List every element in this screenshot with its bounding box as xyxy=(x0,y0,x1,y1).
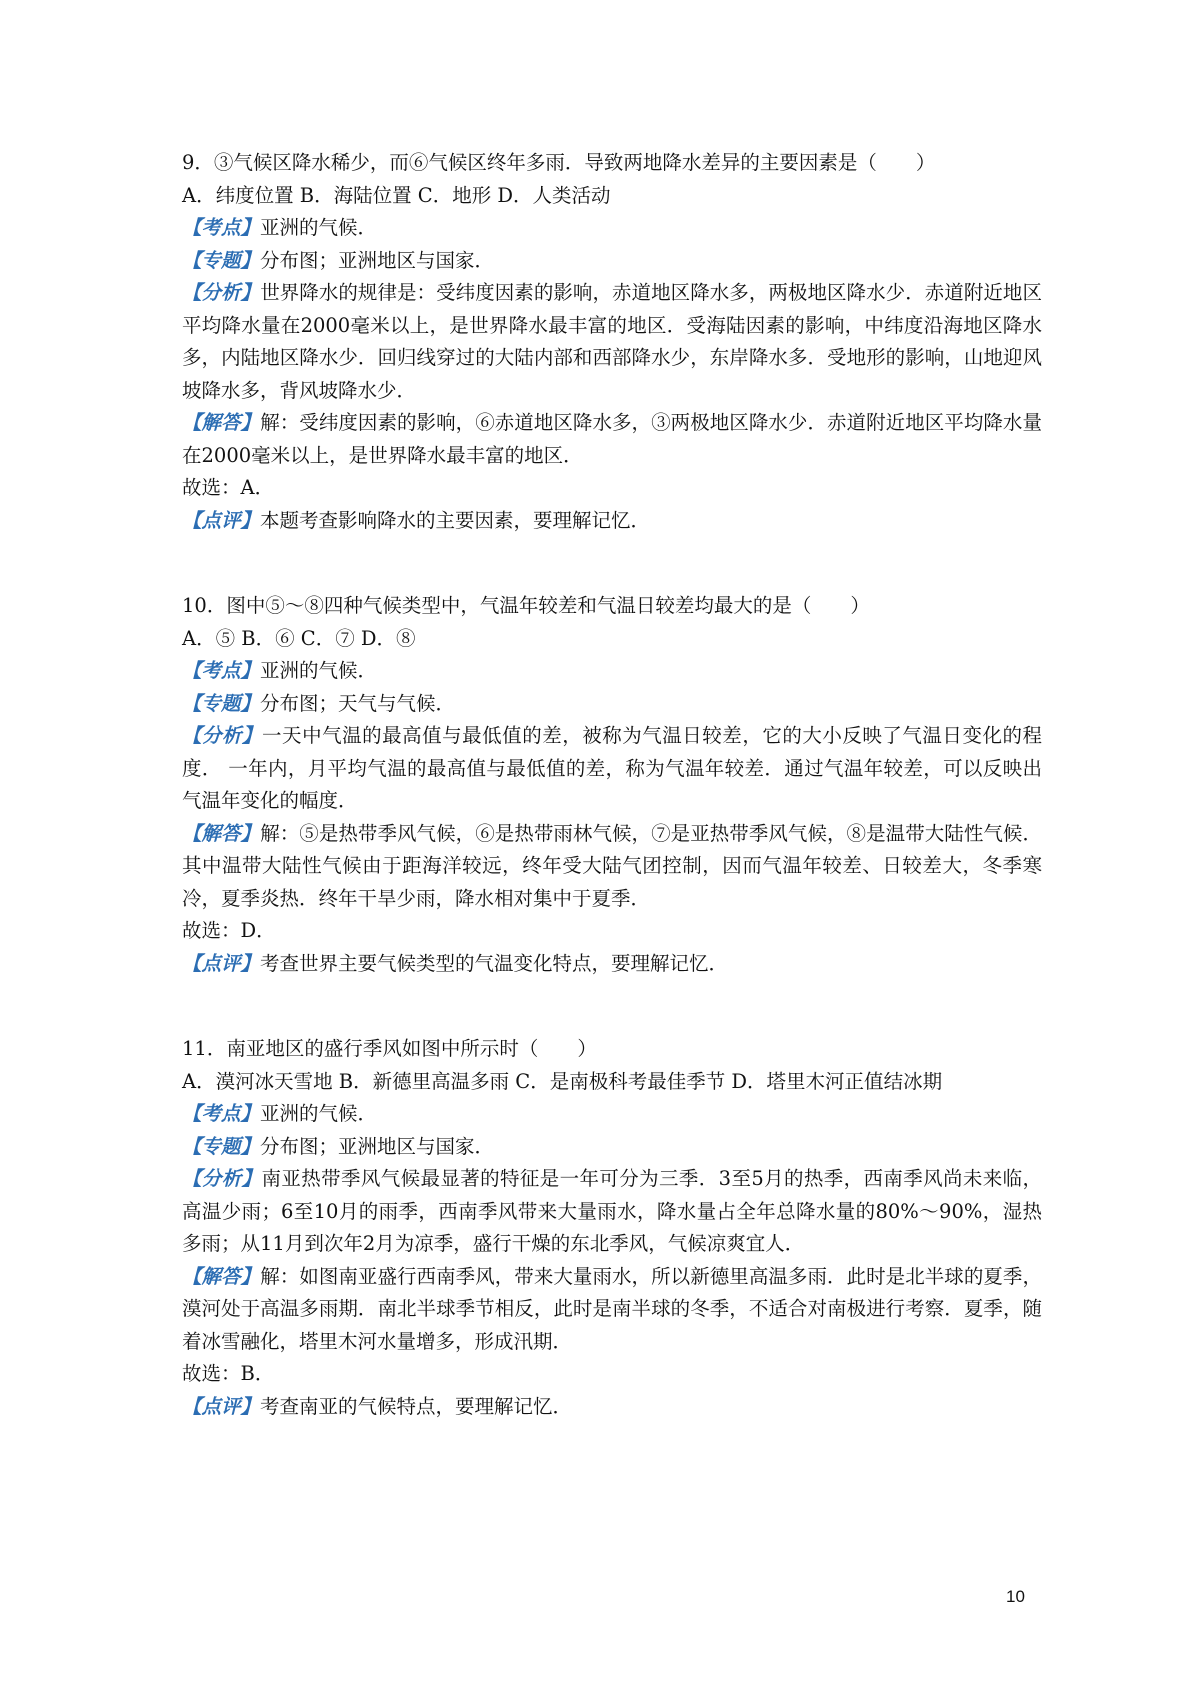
zhuanti-tag: 【专题】 xyxy=(182,1134,261,1158)
kaodian-text: 亚洲的气候． xyxy=(260,1102,378,1125)
question-options: A．⑤ B．⑥ C．⑦ D．⑧ xyxy=(182,626,416,650)
jieda-section xyxy=(182,818,1042,916)
answer-line: 故选：A． xyxy=(182,476,275,499)
fenxi-section xyxy=(182,277,1042,407)
zhuanti-section xyxy=(182,245,1042,278)
dianping-text: 本题考查影响降水的主要因素，要理解记忆． xyxy=(260,508,651,532)
kaodian-text: 亚洲的气候． xyxy=(260,659,378,682)
kaodian-tag: 【考点】 xyxy=(182,1102,261,1125)
jieda-text: 解：如图南亚盛行西南季风，带来大量雨水，所以新德里高温多雨．此时是北半球的夏季，漠河处于高温多雨期．南北半球季节相反，此时是南半球的冬季，不适合对南极进行考察．夏季，随着冰雪融化，塔里木河水量增多，形成汛期． xyxy=(182,1264,1042,1353)
kaodian-section xyxy=(182,1098,1042,1131)
zhuanti-tag: 【专题】 xyxy=(182,691,261,715)
kaodian-tag: 【考点】 xyxy=(182,659,261,682)
fenxi-text: 一天中气温的最高值与最低值的差，被称为气温日较差，它的大小反映了气温日变化的程度． 一年内，月平均气温的最高值与最低值的差，称为气温年较差．通过气温年较差，可以反映出气温年变化的幅度． xyxy=(182,724,1042,812)
jieda-text: 解：受纬度因素的影响，⑥赤道地区降水多，③两极地区降水少．赤道附近地区平均降水量在2000毫米以上，是世界降水最丰富的地区． xyxy=(182,411,1042,467)
dianping-tag: 【点评】 xyxy=(182,1394,261,1418)
fenxi-tag: 【分析】 xyxy=(182,281,261,304)
dianping-section xyxy=(182,505,1042,538)
zhuanti-section xyxy=(182,1131,1042,1164)
question-options: A．纬度位置 B．海陆位置 C．地形 D．人类活动 xyxy=(182,183,611,207)
fenxi-text: 南亚热带季风气候最显著的特征是一年可分为三季．3至5月的热季，西南季风尚未来临，高温少雨；6至10月的雨季，西南季风带来大量雨水，降水量占全年总降水量的80%～90%，湿热多雨；从11月到次年2月为凉季，盛行干燥的东北季风，气候凉爽宜人． xyxy=(182,1167,1042,1255)
zhuanti-tag: 【专题】 xyxy=(182,248,261,272)
jieda-text: 解：⑤是热带季风气候，⑥是热带雨林气候，⑦是亚热带季风气候，⑧是温带大陆性气候．其中温带大陆性气候由于距海洋较远，终年受大陆气团控制，因而气温年较差、日较差大，冬季寒冷，夏季炎热．终年干旱少雨，降水相对集中于夏季． xyxy=(182,821,1042,910)
answer-line: 故选：B． xyxy=(182,1362,275,1385)
dianping-tag: 【点评】 xyxy=(182,951,261,975)
kaodian-text: 亚洲的气候． xyxy=(260,216,378,239)
question-stem: 10．图中⑤～⑧四种气候类型中，气温年较差和气温日较差均最大的是（ ） xyxy=(182,594,870,617)
question-11 xyxy=(182,1033,1042,1423)
dianping-tag: 【点评】 xyxy=(182,508,261,532)
jieda-section xyxy=(182,407,1042,472)
answer-line: 故选：D． xyxy=(182,919,276,942)
zhuanti-text: 分布图；天气与气候． xyxy=(260,691,456,715)
dianping-text: 考查世界主要气候类型的气温变化特点，要理解记忆． xyxy=(260,951,729,975)
jieda-section xyxy=(182,1261,1042,1359)
fenxi-section xyxy=(182,720,1042,818)
question-stem: 9．③气候区降水稀少，而⑥气候区终年多雨．导致两地降水差异的主要因素是（ ） xyxy=(182,151,936,174)
dianping-section xyxy=(182,948,1042,981)
fenxi-tag: 【分析】 xyxy=(182,1167,262,1190)
jieda-tag: 【解答】 xyxy=(182,821,261,845)
page-number: 10 xyxy=(1006,1587,1025,1606)
fenxi-text: 世界降水的规律是：受纬度因素的影响，赤道地区降水多，两极地区降水少．赤道附近地区平均降水量在2000毫米以上，是世界降水最丰富的地区．受海陆因素的影响，中纬度沿海地区降水多，内陆地区降水少．回归线穿过的大陆内部和西部降水少，东岸降水多．受地形的影响，山地迎风坡降水多，背风坡降水少． xyxy=(182,281,1042,402)
kaodian-section xyxy=(182,655,1042,688)
zhuanti-text: 分布图；亚洲地区与国家． xyxy=(260,1134,495,1158)
fenxi-section xyxy=(182,1163,1042,1261)
question-10 xyxy=(182,590,1042,980)
question-options: A．漠河冰天雪地 B．新德里高温多雨 C．是南极科考最佳季节 D．塔里木河正值结冰期 xyxy=(182,1069,943,1093)
dianping-text: 考查南亚的气候特点，要理解记忆． xyxy=(260,1394,573,1418)
dianping-section xyxy=(182,1391,1042,1424)
zhuanti-section xyxy=(182,688,1042,721)
fenxi-tag: 【分析】 xyxy=(182,724,263,747)
kaodian-section xyxy=(182,212,1042,245)
question-9 xyxy=(182,147,1042,537)
jieda-tag: 【解答】 xyxy=(182,411,261,434)
question-stem: 11．南亚地区的盛行季风如图中所示时（ ） xyxy=(182,1037,597,1060)
jieda-tag: 【解答】 xyxy=(182,1264,261,1288)
zhuanti-text: 分布图；亚洲地区与国家． xyxy=(260,248,495,272)
kaodian-tag: 【考点】 xyxy=(182,216,261,239)
